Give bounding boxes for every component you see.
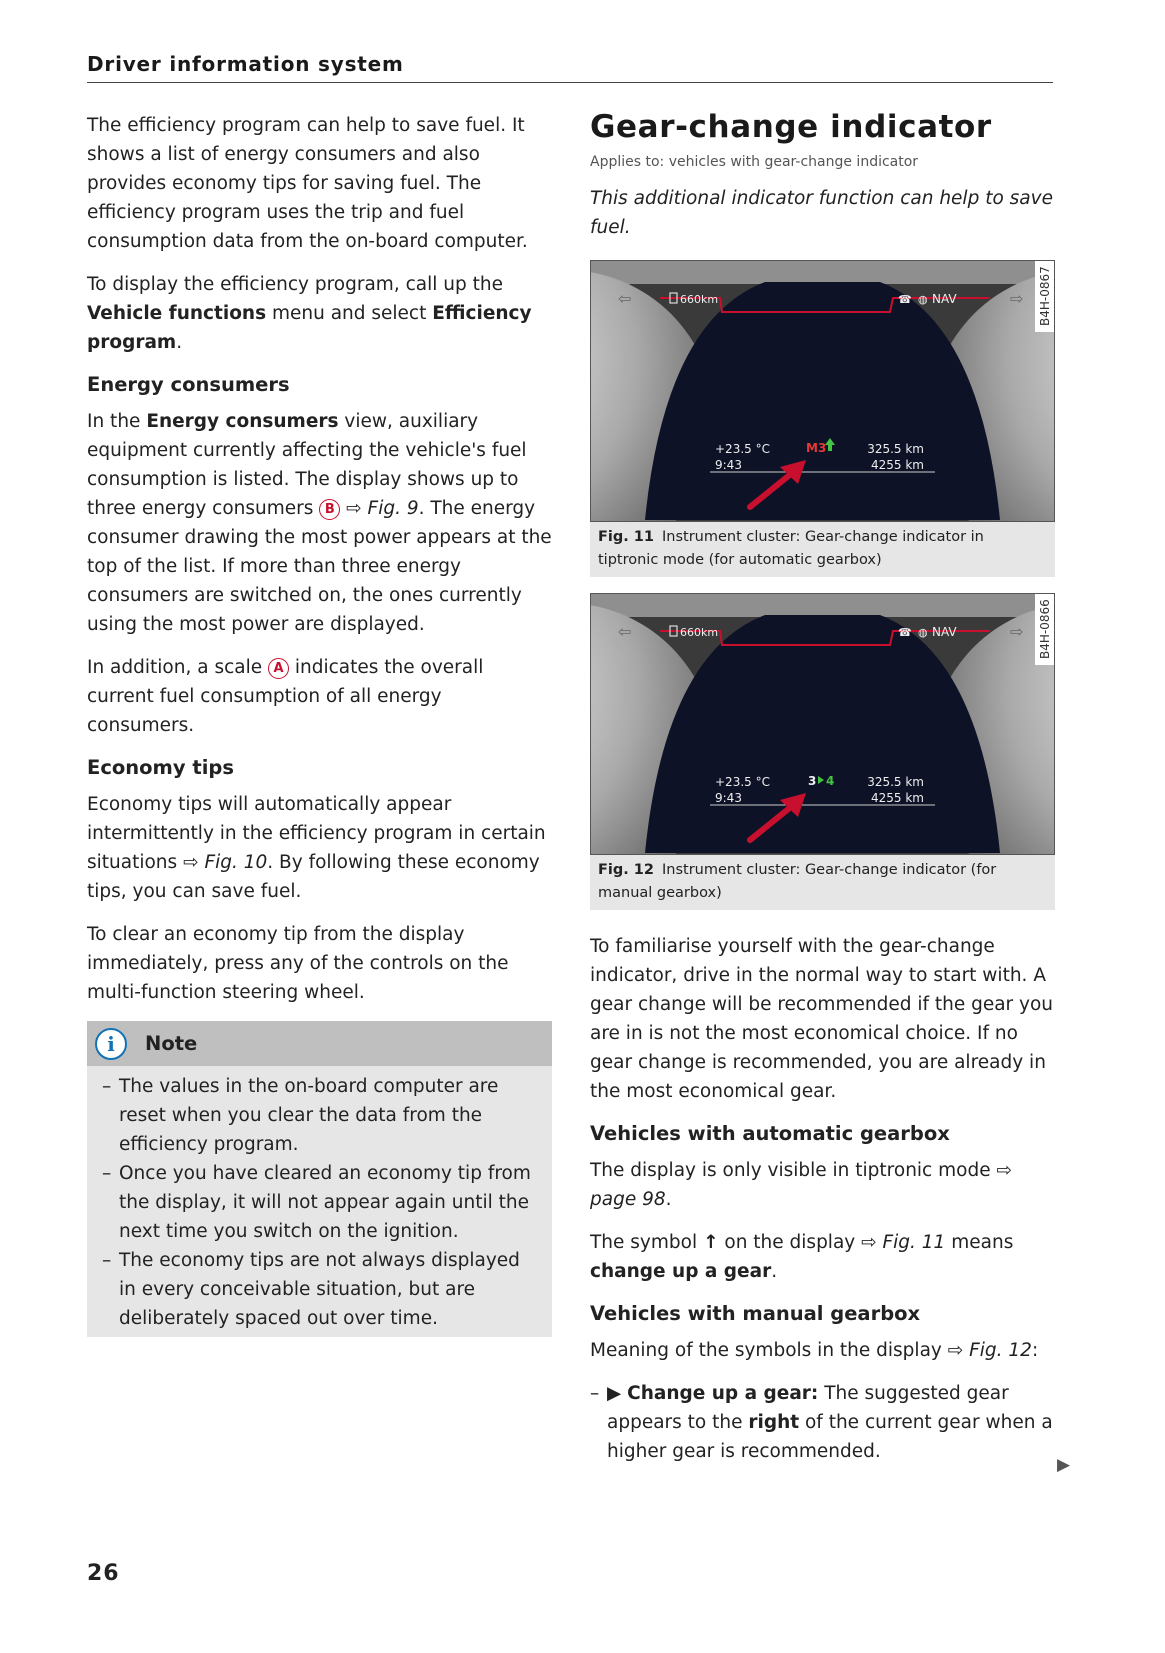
fig12-reference-link[interactable]: ⇨ Fig. 12	[947, 1340, 1032, 1361]
outside-temperature: +23.5 °C	[715, 775, 770, 789]
info-icon: i	[95, 1028, 127, 1060]
section-title: Gear-change indicator	[590, 109, 992, 145]
figure-11	[590, 260, 1055, 577]
right-triangle-icon: ▶	[607, 1383, 622, 1404]
svg-text:⇦: ⇦	[618, 289, 632, 308]
instrument-cluster-manual-image	[590, 593, 1055, 855]
note-header	[87, 1021, 552, 1066]
trip-distance: 325.5 km	[867, 775, 924, 789]
note-item: – The economy tips are not always displayed in every conceivable situation, but are deliberately spaced out over time.	[102, 1246, 536, 1333]
note-title: Note	[145, 1032, 198, 1055]
note-box	[87, 1021, 552, 1337]
page98-reference-link[interactable]: ⇨ page 98	[590, 1160, 1012, 1210]
right-column	[590, 106, 1055, 1466]
energy-consumers-paragraph: In the Energy consumers view, auxiliary equipment currently affecting the vehicle's fuel consumption is listed. The display shows up to three energy consumers B ⇨ Fig. 9. The energy consumer drawing the most power appears at the top of the list. If more than three energy consumers are switched on, the ones currently using the most power are displayed.	[87, 411, 552, 635]
symbol-meaning-paragraph: The symbol ↑ on the display ⇨ Fig. 11 means change up a gear.	[590, 1232, 1014, 1282]
globe-icon: ◍	[918, 626, 928, 639]
range-readout: 660km	[680, 626, 719, 639]
manual-symbols-list	[590, 1379, 1055, 1466]
economy-tips-heading: Economy tips	[87, 756, 234, 779]
globe-icon: ◍	[918, 293, 928, 306]
scale-paragraph: In addition, a scale A indicates the overall current fuel consumption of all energy consumers.	[87, 657, 484, 736]
figure-12-caption: Fig. 12 Instrument cluster: Gear-change indicator (for manual gearbox)	[590, 855, 1055, 910]
trip-distance: 325.5 km	[867, 442, 924, 456]
figure-11-caption: Fig. 11 Instrument cluster: Gear-change indicator in tiptronic mode (for automatic gearbox)	[590, 522, 1055, 577]
current-gear: 3	[808, 774, 817, 788]
figure-code: B4H-0866	[1038, 599, 1052, 659]
odometer: 4255 km	[871, 791, 924, 805]
applies-to-line: Applies to: vehicles with gear-change indicator	[590, 154, 919, 170]
fig10-reference-link[interactable]: ⇨ Fig. 10	[183, 852, 268, 873]
left-column	[87, 111, 552, 1337]
svg-text:⇨: ⇨	[1010, 622, 1024, 641]
note-item: – The values in the on-board computer are reset when you clear the data from the efficiency program.	[102, 1072, 536, 1159]
clock-time: 9:43	[715, 791, 742, 805]
efficiency-intro-paragraph: The efficiency program can help to save fuel. It shows a list of energy consumers and also provides economy tips for saving fuel. The efficiency program uses the trip and fuel consumption data from the on-board computer.	[87, 115, 528, 252]
gear-indicator: M3	[806, 441, 827, 455]
running-header: Driver information system	[87, 52, 404, 76]
clear-tip-paragraph: To clear an economy tip from the display immediately, press any of the controls on the multi-function steering wheel.	[87, 924, 509, 1003]
clock-time: 9:43	[715, 458, 742, 472]
energy-consumers-heading: Energy consumers	[87, 373, 290, 396]
figure-code: B4H-0867	[1038, 266, 1052, 326]
svg-text:⇨: ⇨	[1010, 289, 1024, 308]
economy-tips-paragraph: Economy tips will automatically appear intermittently in the efficiency program in certain situations ⇨ Fig. 10. By following these economy tips, you can save fuel.	[87, 794, 546, 902]
fig11-reference-link[interactable]: ⇨ Fig. 11	[861, 1232, 946, 1253]
suggested-gear: 4	[826, 774, 835, 788]
nav-label: NAV	[932, 625, 957, 639]
page-number: 26	[87, 1561, 120, 1586]
callout-a-icon: A	[268, 658, 289, 679]
note-list	[87, 1066, 552, 1337]
continue-arrow-icon: ▶	[1057, 1455, 1071, 1475]
phone-icon: ☎	[898, 626, 912, 639]
phone-icon: ☎	[898, 293, 912, 306]
section-intro: This additional indicator function can help to save fuel.	[590, 188, 1053, 238]
range-readout: 660km	[680, 293, 719, 306]
odometer: 4255 km	[871, 458, 924, 472]
outside-temperature: +23.5 °C	[715, 442, 770, 456]
header-rule	[87, 82, 1053, 83]
fig9-reference-link[interactable]: ⇨ Fig. 9	[346, 498, 419, 519]
menu-vehicle-functions: Vehicle functions	[87, 303, 267, 324]
note-item: – Once you have cleared an economy tip from the display, it will not appear again until the next time you switch on the ignition.	[102, 1159, 536, 1246]
list-item: – ▶ Change up a gear: The suggested gear appears to the right of the current gear when a higher gear is recommended.	[590, 1379, 1055, 1466]
svg-text:⇦: ⇦	[618, 622, 632, 641]
tiptronic-paragraph: The display is only visible in tiptronic mode ⇨ page 98.	[590, 1160, 1012, 1210]
automatic-gearbox-heading: Vehicles with automatic gearbox	[590, 1122, 950, 1145]
nav-label: NAV	[932, 292, 957, 306]
symbols-meaning-paragraph: Meaning of the symbols in the display ⇨ Fig. 12:	[590, 1340, 1039, 1361]
familiarise-paragraph: To familiarise yourself with the gear-change indicator, drive in the normal way to start with. A gear change will be recommended if the gear you are in is not the most economical choice. If no gear change is recommended, you are already in the most economical gear.	[590, 936, 1054, 1102]
display-instructions-paragraph: To display the efficiency program, call up the Vehicle functions menu and select Efficiency program.	[87, 274, 532, 353]
figure-12	[590, 593, 1055, 910]
instrument-cluster-tiptronic-image	[590, 260, 1055, 522]
manual-gearbox-heading: Vehicles with manual gearbox	[590, 1302, 921, 1325]
menu-efficiency-program: Efficiency program	[87, 303, 532, 353]
callout-b-icon: B	[319, 499, 340, 520]
up-arrow-icon: ↑	[702, 1232, 719, 1253]
